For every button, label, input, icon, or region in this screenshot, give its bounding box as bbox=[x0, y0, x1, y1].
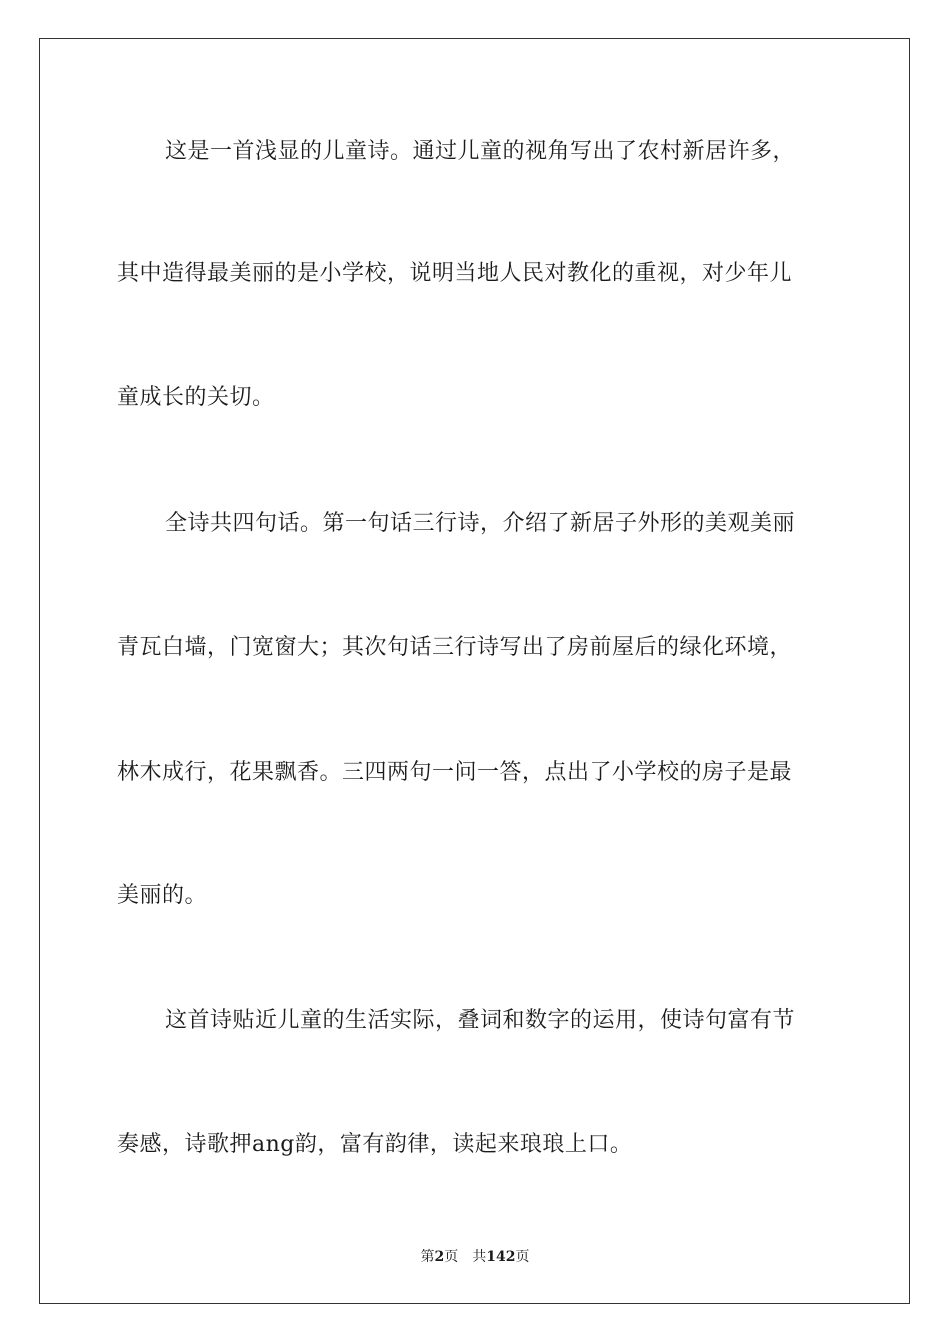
page-footer bbox=[0, 1248, 950, 1266]
paragraph-line: 其中造得最美丽的是小学校，说明当地人民对教化的重视，对少年儿 bbox=[117, 261, 793, 286]
paragraph-line: 这是一首浅显的儿童诗。通过儿童的视角写出了农村新居许多， bbox=[165, 139, 796, 164]
page-number: 2 bbox=[434, 1249, 445, 1265]
paragraph-line: 林木成行，花果飘香。三四两句一问一答，点出了小学校的房子是最 bbox=[117, 760, 793, 785]
total-suffix: 页 bbox=[515, 1249, 530, 1265]
paragraph-line: 童成长的关切。 bbox=[117, 385, 275, 410]
page-prefix: 第 bbox=[420, 1249, 435, 1265]
total-pages: 142 bbox=[486, 1249, 516, 1265]
paragraph-line: 全诗共四句话。第一句话三行诗，介绍了新居子外形的美观美丽 bbox=[165, 511, 796, 536]
paragraph-line: 美丽的。 bbox=[117, 883, 208, 908]
total-prefix: 共 bbox=[472, 1249, 487, 1265]
page-suffix: 页 bbox=[444, 1249, 459, 1265]
paragraph-line: 这首诗贴近儿童的生活实际，叠词和数字的运用，使诗句富有节 bbox=[165, 1008, 796, 1033]
page-border bbox=[39, 38, 910, 1304]
paragraph-line: 青瓦白墙，门宽窗大；其次句话三行诗写出了房前屋后的绿化环境， bbox=[117, 635, 793, 660]
paragraph-line: 奏感，诗歌押ang韵，富有韵律，读起来琅琅上口。 bbox=[117, 1132, 633, 1157]
